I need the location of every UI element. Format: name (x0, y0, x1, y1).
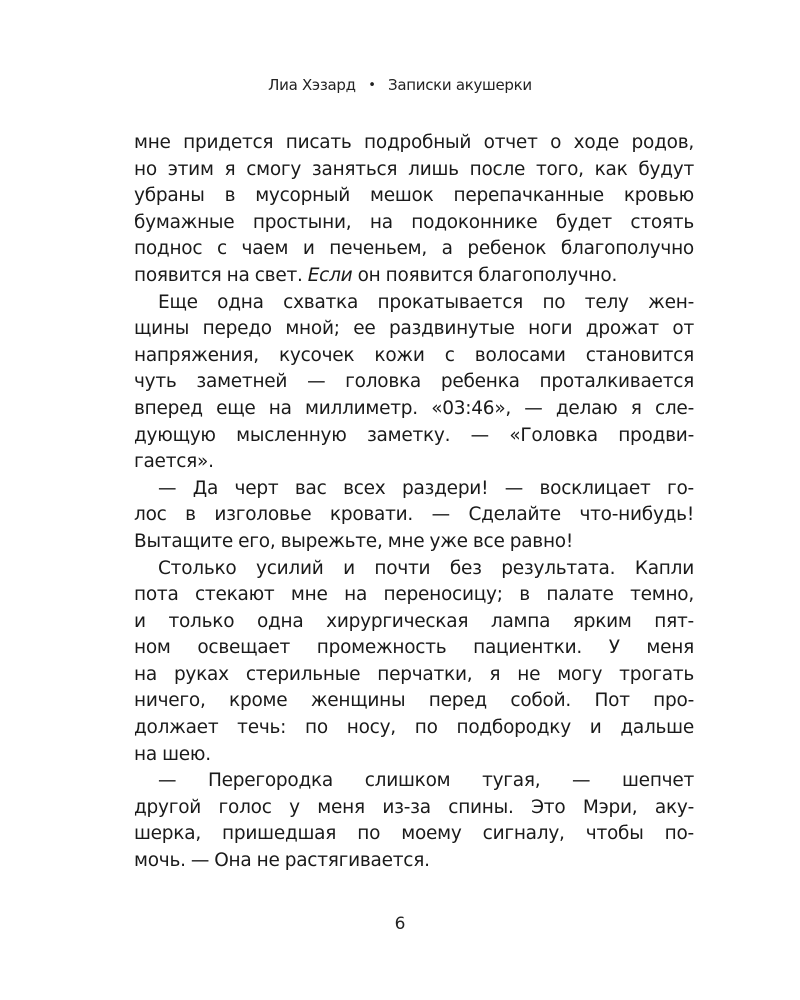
text-line: другой голос у меня из-за спины. Это Мэри, аку- (134, 796, 694, 818)
text-line: ничего, кроме женщины перед собой. Пот про- (134, 690, 694, 712)
text-line: на руках стерильные перчатки, я не могу трогать (134, 663, 694, 685)
text-line: на шею. (134, 743, 211, 765)
running-header (0, 76, 800, 94)
text-line: ном освещает промежность пациентки. У меня (134, 637, 694, 659)
text-line: Еще одна схватка прокатывается по телу жен- (158, 291, 694, 313)
text-line: чуть заметней — головка ребенка проталкивается (134, 371, 694, 393)
text-line: мне придется писать подробный отчет о ходе родов, (134, 132, 694, 153)
text-line: щины передо мной; ее раздвинутые ноги дрожат от (134, 318, 694, 340)
paragraph (134, 130, 694, 290)
text-line: появится на свет. Если он появится благополучно. (134, 264, 618, 286)
text-line: должает течь: по носу, по подбородку и дальше (134, 717, 694, 739)
paragraph (134, 768, 694, 874)
text-line: но этим я смогу заняться лишь после того, как будут (134, 158, 694, 180)
text-line: напряжения, кусочек кожи с волосами становится (134, 344, 694, 366)
paragraph (134, 290, 694, 476)
header-book-title: Записки акушерки (388, 76, 532, 94)
header-author: Лиа Хэзард (268, 76, 356, 94)
header-separator: • (368, 78, 376, 93)
text-line: и только одна хирургическая лампа ярким пят- (134, 610, 694, 632)
text-line: бумажные простыни, на подоконнике будет стоять (134, 211, 694, 233)
paragraph (134, 476, 694, 556)
text-line: шерка, пришедшая по моему сигналу, чтобы по- (134, 823, 694, 845)
text-line: гается». (134, 451, 214, 473)
text-line: дующую мысленную заметку. — «Головка продви- (134, 424, 694, 446)
text-line: — Перегородка слишком тугая, — шепчет (158, 770, 694, 792)
text-line: поднос с чаем и печеньем, а ребенок благополучно (134, 238, 694, 260)
text-line: вперед еще на миллиметр. «03:46», — делаю я сле- (134, 397, 694, 419)
text-line: лос в изголовье кровати. — Сделайте что-нибудь! (134, 504, 694, 526)
text-line: Столько усилий и почти без результата. Капли (158, 557, 694, 579)
page-body (134, 130, 694, 875)
text-line: мочь. — Она не растягивается. (134, 850, 430, 872)
page-number: 6 (394, 914, 406, 934)
text-line: убраны в мусорный мешок перепачканные кровью (134, 185, 694, 207)
text-line: пота стекают мне на переносицу; в палате темно, (134, 584, 694, 606)
text-line: — Да черт вас всех раздери! — восклицает го- (158, 477, 694, 499)
text-line: Вытащите его, вырежьте, мне уже все равно! (134, 530, 574, 552)
paragraph (134, 556, 694, 769)
emphasis: Если (307, 264, 353, 286)
